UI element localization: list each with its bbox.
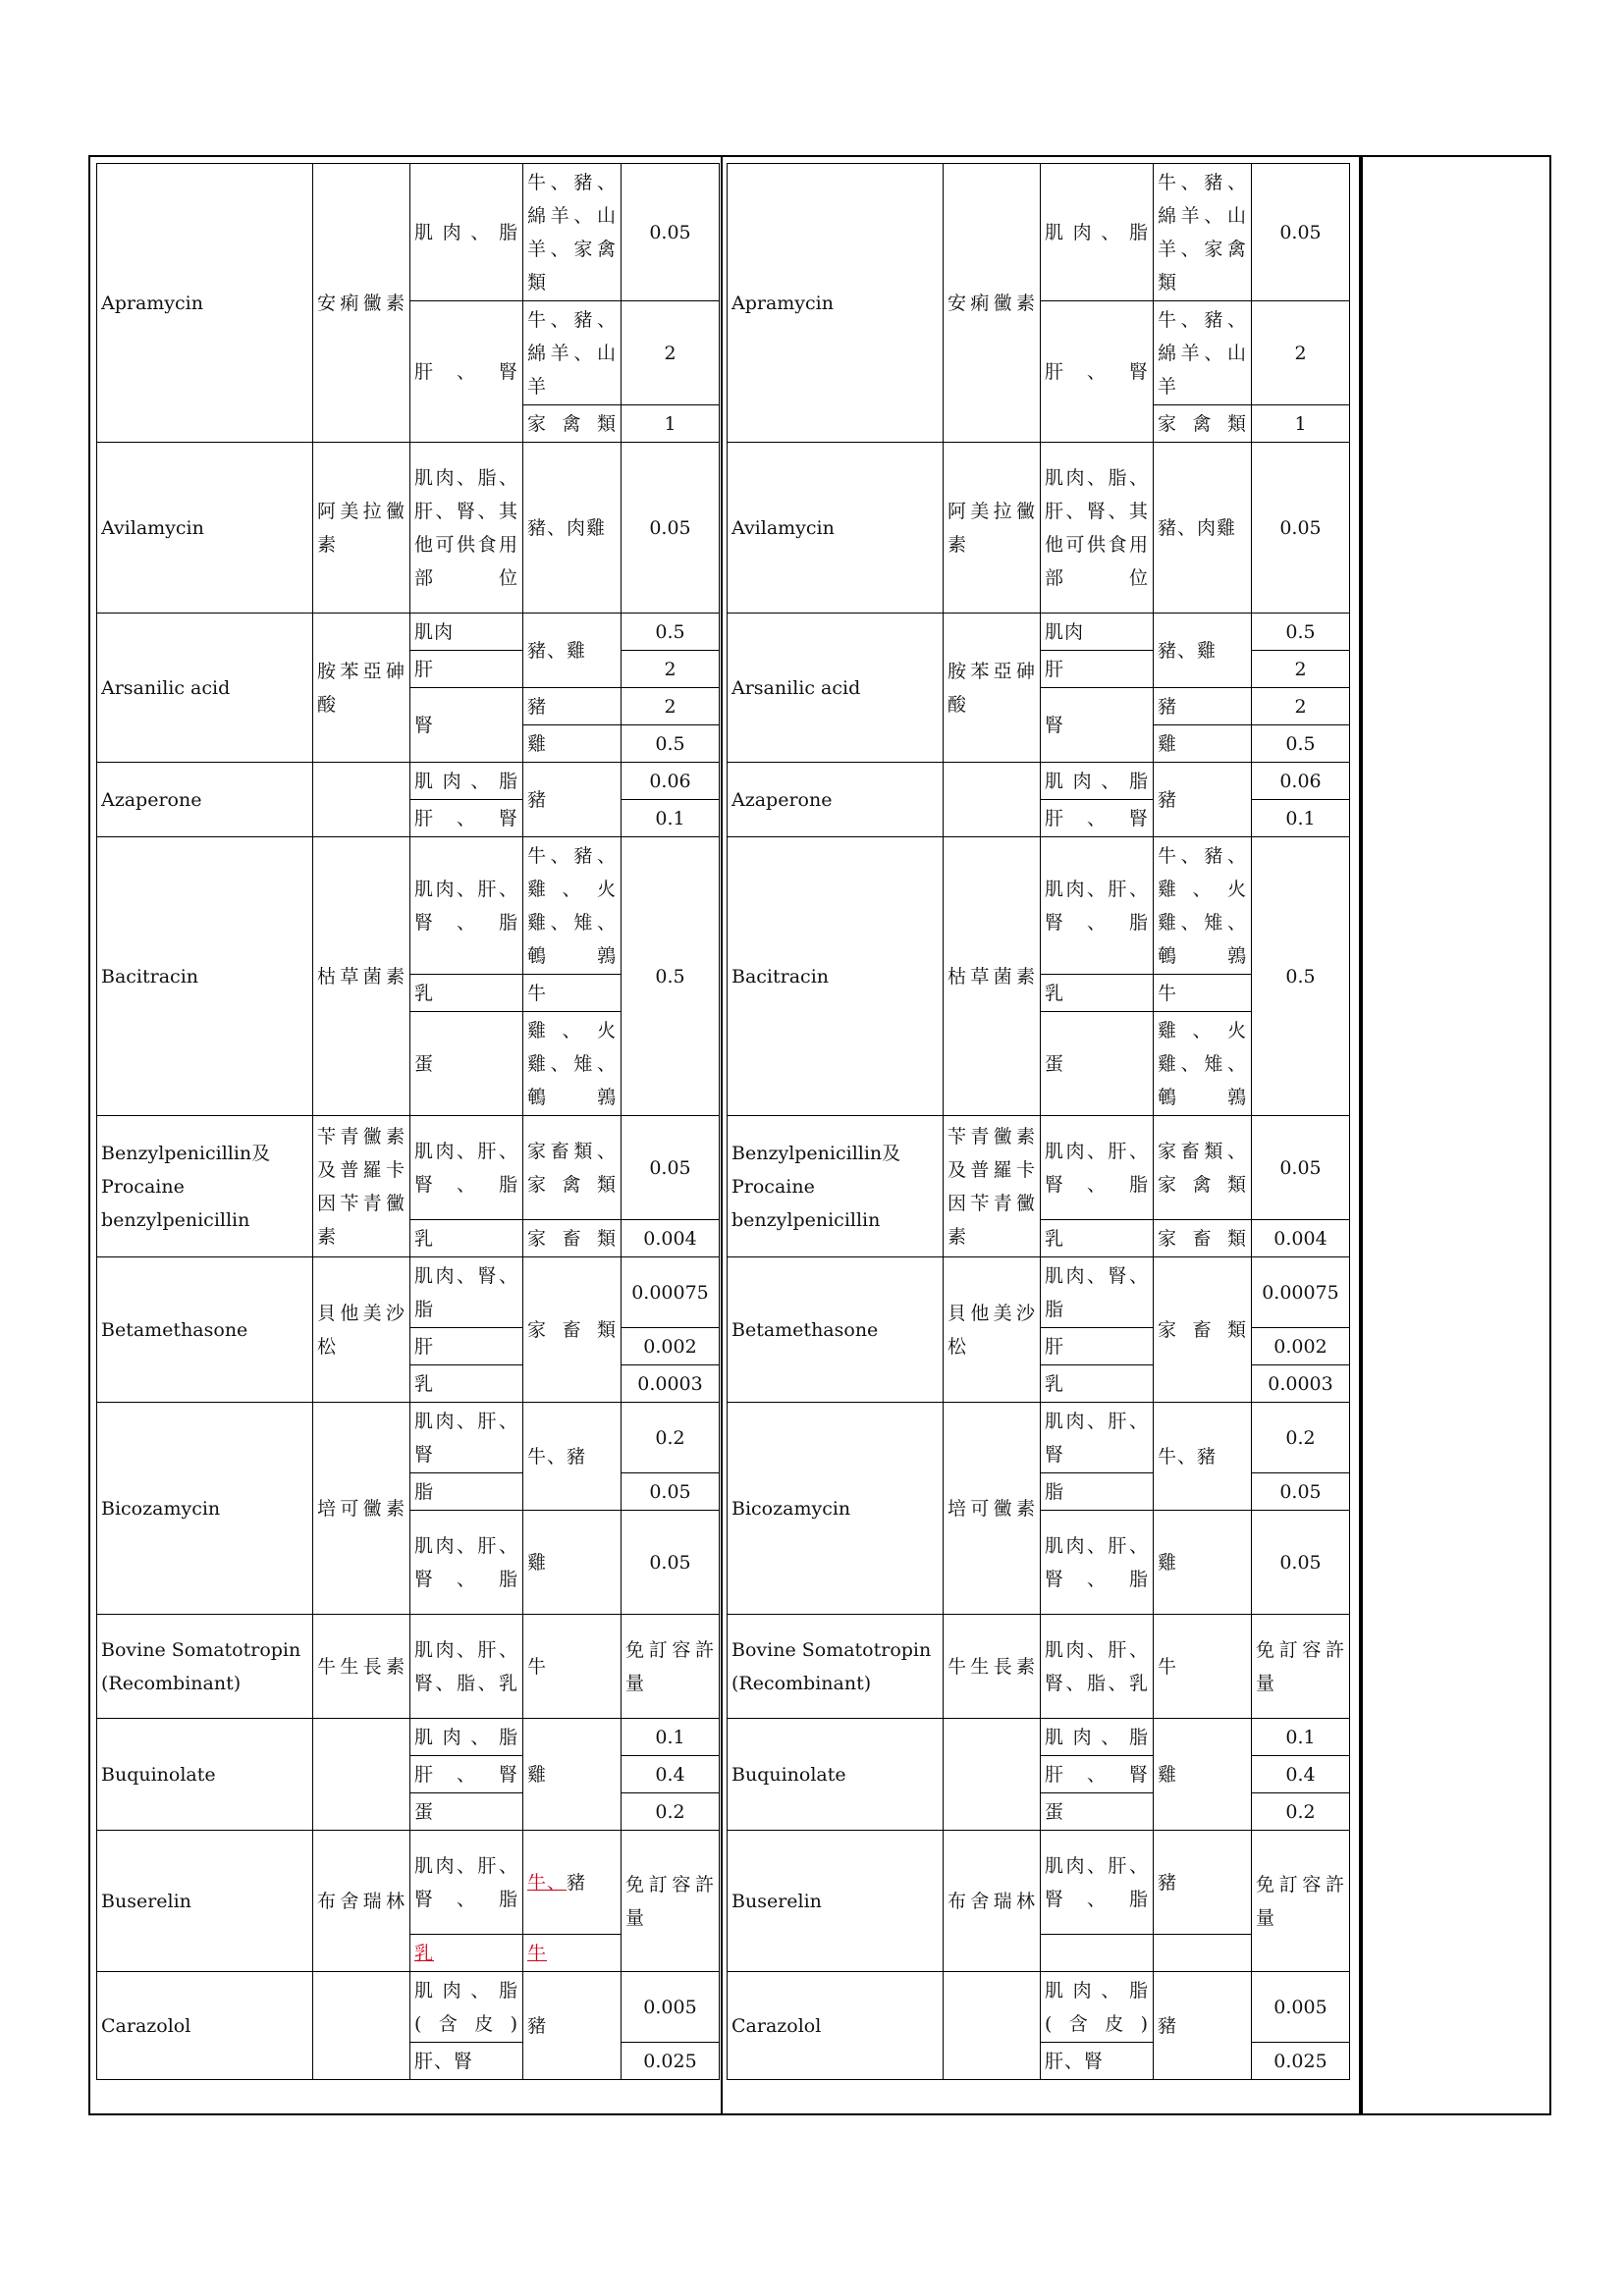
drug-name: Buquinolate bbox=[728, 1719, 944, 1831]
species: 牛、豬、綿羊、山羊、家禽類 bbox=[1154, 164, 1252, 301]
mrl-value: 0.2 bbox=[622, 1403, 720, 1473]
mrl-value: 1 bbox=[622, 405, 720, 443]
drug-name: Arsanilic acid bbox=[728, 614, 944, 763]
drug-name: Bovine Somatotropin (Recombinant) bbox=[97, 1615, 313, 1719]
tissue-part: 肌肉、脂 bbox=[1041, 1719, 1154, 1756]
tissue-part: 乳 bbox=[1041, 975, 1154, 1012]
tissue-part: 乳 bbox=[410, 1220, 523, 1257]
tissue-part: 肌肉、脂 bbox=[410, 763, 523, 800]
tissue-part: 肝、腎 bbox=[1041, 1756, 1154, 1793]
mrl-value: 0.05 bbox=[1252, 164, 1350, 301]
table-row bbox=[97, 1972, 720, 2043]
table-row bbox=[97, 1403, 720, 1473]
mrl-value: 2 bbox=[1252, 301, 1350, 405]
tissue-part: 肝、腎 bbox=[1041, 800, 1154, 837]
mrl-value: 2 bbox=[622, 651, 720, 688]
tissue-part: 肝、腎 bbox=[410, 800, 523, 837]
tissue-part: 肌肉、腎、脂 bbox=[410, 1257, 523, 1328]
drug-name-chinese bbox=[313, 1719, 410, 1831]
species: 牛、豬、綿羊、山羊 bbox=[1154, 301, 1252, 405]
drug-name: Bicozamycin bbox=[97, 1403, 313, 1615]
drug-name-chinese bbox=[944, 763, 1041, 837]
mrl-value: 免訂容許量 bbox=[1252, 1831, 1350, 1972]
species: 豬 bbox=[1154, 688, 1252, 725]
species: 家畜類 bbox=[523, 1257, 622, 1403]
tissue-part: 肌肉、脂、肝、腎、其他可供食用部位 bbox=[1041, 443, 1154, 614]
mrl-value: 0.0003 bbox=[1252, 1365, 1350, 1403]
species: 雞 bbox=[523, 725, 622, 763]
species: 雞 bbox=[1154, 725, 1252, 763]
mrl-value: 0.5 bbox=[622, 725, 720, 763]
drug-name-chinese: 枯草菌素 bbox=[313, 837, 410, 1116]
mrl-value: 0.00075 bbox=[622, 1257, 720, 1328]
species: 牛、豬、雞、火雞、雉、鵪鶉 bbox=[523, 837, 622, 975]
drug-name: Benzylpenicillin及Procaine benzylpenicillin bbox=[97, 1116, 313, 1257]
right-residue-table bbox=[727, 163, 1350, 2080]
tissue-part: 肝、腎 bbox=[410, 1756, 523, 1793]
species bbox=[1154, 1935, 1252, 1972]
mrl-value: 2 bbox=[1252, 688, 1350, 725]
drug-name-chinese: 布舍瑞林 bbox=[313, 1831, 410, 1972]
drug-name-chinese: 苄青黴素及普羅卡因苄青黴素 bbox=[313, 1116, 410, 1257]
tissue-part: 肌肉、脂 bbox=[410, 164, 523, 301]
species: 雞、火雞、雉、鵪鶉 bbox=[523, 1012, 622, 1116]
mrl-value: 2 bbox=[1252, 651, 1350, 688]
mrl-value: 0.2 bbox=[1252, 1403, 1350, 1473]
tissue-part: 肌肉 bbox=[1041, 614, 1154, 651]
mrl-value: 0.1 bbox=[1252, 800, 1350, 837]
mrl-value: 0.05 bbox=[622, 1511, 720, 1615]
species: 家禽類 bbox=[1154, 405, 1252, 443]
mrl-value: 0.05 bbox=[1252, 1473, 1350, 1511]
drug-name: Apramycin bbox=[97, 164, 313, 443]
tissue-part bbox=[1041, 1935, 1154, 1972]
tissue-part: 肝、腎 bbox=[410, 2043, 523, 2080]
species: 牛 bbox=[523, 1615, 622, 1719]
mrl-value: 0.05 bbox=[1252, 443, 1350, 614]
drug-name-chinese: 胺苯亞砷酸 bbox=[944, 614, 1041, 763]
tissue-part: 肌肉、肝、腎、脂 bbox=[410, 1116, 523, 1220]
tissue-part: 肝 bbox=[410, 1328, 523, 1365]
left-residue-table bbox=[96, 163, 720, 2080]
species: 豬 bbox=[1154, 1972, 1252, 2080]
tissue-part: 肌肉、脂 bbox=[1041, 164, 1154, 301]
mrl-value: 免訂容許量 bbox=[622, 1831, 720, 1972]
tissue-part: 肌肉、脂、肝、腎、其他可供食用部位 bbox=[410, 443, 523, 614]
drug-name: Bacitracin bbox=[97, 837, 313, 1116]
tissue-part: 肌肉、肝、腎、脂 bbox=[1041, 1116, 1154, 1220]
drug-name-chinese bbox=[313, 763, 410, 837]
species bbox=[523, 1831, 622, 1935]
drug-name: Azaperone bbox=[728, 763, 944, 837]
mrl-value: 免訂容許量 bbox=[622, 1615, 720, 1719]
drug-name: Avilamycin bbox=[97, 443, 313, 614]
table-row bbox=[97, 1719, 720, 1756]
drug-name-chinese: 貝他美沙松 bbox=[944, 1257, 1041, 1403]
species: 牛 bbox=[1154, 975, 1252, 1012]
table-row bbox=[728, 164, 1350, 301]
mrl-value: 0.005 bbox=[622, 1972, 720, 2043]
species: 牛 bbox=[523, 975, 622, 1012]
tissue-part: 乳 bbox=[410, 975, 523, 1012]
drug-name: Azaperone bbox=[97, 763, 313, 837]
tissue-part: 肝 bbox=[1041, 651, 1154, 688]
tissue-part: 肌肉、肝、腎、脂 bbox=[1041, 837, 1154, 975]
species: 豬、雞 bbox=[523, 614, 622, 688]
mrl-value: 1 bbox=[1252, 405, 1350, 443]
mrl-value: 0.4 bbox=[622, 1756, 720, 1793]
tissue-part: 肌肉 bbox=[410, 614, 523, 651]
species bbox=[523, 1935, 622, 1972]
species: 家畜類 bbox=[1154, 1257, 1252, 1403]
tissue-part: 脂 bbox=[410, 1473, 523, 1511]
mrl-value: 0.05 bbox=[622, 443, 720, 614]
species: 家畜類、家禽類 bbox=[1154, 1116, 1252, 1220]
tissue-part: 肌肉、肝、腎、脂 bbox=[410, 837, 523, 975]
drug-name: Avilamycin bbox=[728, 443, 944, 614]
table-row bbox=[97, 1831, 720, 1935]
table-row bbox=[97, 614, 720, 651]
table-row bbox=[728, 837, 1350, 975]
mrl-value: 0.05 bbox=[1252, 1116, 1350, 1220]
tissue-part: 肌肉、肝、腎 bbox=[410, 1403, 523, 1473]
tissue-part: 蛋 bbox=[410, 1793, 523, 1831]
tissue-part: 肌肉、肝、腎、脂、乳 bbox=[1041, 1615, 1154, 1719]
tissue-part: 乳 bbox=[410, 1365, 523, 1403]
tissue-part: 肌肉、脂(含皮) bbox=[410, 1972, 523, 2043]
tissue-part: 肌肉、肝、腎、脂 bbox=[410, 1511, 523, 1615]
mrl-value: 0.025 bbox=[622, 2043, 720, 2080]
species: 豬 bbox=[523, 688, 622, 725]
species-text: 豬 bbox=[567, 1871, 587, 1894]
table-row bbox=[97, 1257, 720, 1328]
tissue-part: 乳 bbox=[1041, 1365, 1154, 1403]
table-row bbox=[97, 443, 720, 614]
species: 家畜類 bbox=[1154, 1220, 1252, 1257]
species: 雞 bbox=[523, 1511, 622, 1615]
species: 牛、豬、綿羊、山羊 bbox=[523, 301, 622, 405]
species: 豬 bbox=[1154, 763, 1252, 837]
drug-name: Buserelin bbox=[97, 1831, 313, 1972]
tissue-part: 腎 bbox=[1041, 688, 1154, 763]
mrl-value: 0.2 bbox=[622, 1793, 720, 1831]
species: 豬 bbox=[1154, 1831, 1252, 1935]
species: 豬、雞 bbox=[1154, 614, 1252, 688]
tissue-part: 蛋 bbox=[1041, 1793, 1154, 1831]
table-row bbox=[728, 1403, 1350, 1473]
mrl-value: 0.05 bbox=[622, 1116, 720, 1220]
tissue-part: 肝、腎 bbox=[1041, 2043, 1154, 2080]
drug-name: Bicozamycin bbox=[728, 1403, 944, 1615]
table-row bbox=[728, 443, 1350, 614]
tissue-part: 脂 bbox=[1041, 1473, 1154, 1511]
mrl-value: 0.06 bbox=[1252, 763, 1350, 800]
species: 雞、火雞、雉、鵪鶉 bbox=[1154, 1012, 1252, 1116]
tissue-part: 肝 bbox=[410, 651, 523, 688]
tissue-part: 肝 bbox=[1041, 1328, 1154, 1365]
species: 牛、豬、雞、火雞、雉、鵪鶉 bbox=[1154, 837, 1252, 975]
table-row bbox=[728, 1116, 1350, 1220]
mrl-value: 0.002 bbox=[1252, 1328, 1350, 1365]
tissue-part: 腎 bbox=[410, 688, 523, 763]
table-row bbox=[728, 1257, 1350, 1328]
drug-name: Betamethasone bbox=[728, 1257, 944, 1403]
species: 牛、豬 bbox=[1154, 1403, 1252, 1511]
table-row bbox=[97, 837, 720, 975]
drug-name-chinese: 培可黴素 bbox=[313, 1403, 410, 1615]
mrl-value: 免訂容許量 bbox=[1252, 1615, 1350, 1719]
mrl-value: 0.004 bbox=[622, 1220, 720, 1257]
drug-name-chinese: 牛生長素 bbox=[944, 1615, 1041, 1719]
drug-name: Carazolol bbox=[97, 1972, 313, 2080]
notes-column-separator-inner bbox=[1361, 157, 1363, 2113]
tissue-part: 肌肉、腎、脂 bbox=[1041, 1257, 1154, 1328]
mrl-value: 0.025 bbox=[1252, 2043, 1350, 2080]
tissue-part: 肌肉、肝、腎、脂 bbox=[1041, 1831, 1154, 1935]
mrl-value: 0.5 bbox=[1252, 725, 1350, 763]
species: 雞 bbox=[523, 1719, 622, 1831]
mrl-value: 0.05 bbox=[622, 1473, 720, 1511]
drug-name-chinese: 苄青黴素及普羅卡因苄青黴素 bbox=[944, 1116, 1041, 1257]
table-row bbox=[97, 1116, 720, 1220]
tissue-part: 肌肉、肝、腎、脂 bbox=[1041, 1511, 1154, 1615]
mrl-value: 0.0003 bbox=[622, 1365, 720, 1403]
tissue-part: 肌肉、肝、腎 bbox=[1041, 1403, 1154, 1473]
table-row bbox=[97, 763, 720, 800]
drug-name-chinese: 培可黴素 bbox=[944, 1403, 1041, 1615]
species: 家畜類、家禽類 bbox=[523, 1116, 622, 1220]
tissue-part: 肌肉、肝、腎、脂、乳 bbox=[410, 1615, 523, 1719]
species: 家禽類 bbox=[523, 405, 622, 443]
species: 家畜類 bbox=[523, 1220, 622, 1257]
drug-name-chinese: 貝他美沙松 bbox=[313, 1257, 410, 1403]
drug-name-chinese: 安痢黴素 bbox=[313, 164, 410, 443]
species: 豬 bbox=[523, 1972, 622, 2080]
species: 豬、肉雞 bbox=[1154, 443, 1252, 614]
drug-name-chinese: 布舍瑞林 bbox=[944, 1831, 1041, 1972]
mrl-value: 2 bbox=[622, 301, 720, 405]
drug-name-chinese: 枯草菌素 bbox=[944, 837, 1041, 1116]
drug-name-chinese: 胺苯亞砷酸 bbox=[313, 614, 410, 763]
species: 豬 bbox=[523, 763, 622, 837]
table-row bbox=[97, 1615, 720, 1719]
species: 雞 bbox=[1154, 1511, 1252, 1615]
mrl-value: 0.005 bbox=[1252, 1972, 1350, 2043]
drug-name-chinese bbox=[944, 1719, 1041, 1831]
mrl-value: 0.5 bbox=[622, 837, 720, 1116]
revised-part-text: 乳 bbox=[414, 1942, 435, 1964]
drug-name: Arsanilic acid bbox=[97, 614, 313, 763]
drug-name: Benzylpenicillin及Procaine benzylpenicillin bbox=[728, 1116, 944, 1257]
table-row bbox=[728, 614, 1350, 651]
table-row bbox=[728, 763, 1350, 800]
tissue-part: 肝、腎 bbox=[410, 301, 523, 443]
mrl-value: 0.06 bbox=[622, 763, 720, 800]
drug-name: Bacitracin bbox=[728, 837, 944, 1116]
drug-name-chinese: 安痢黴素 bbox=[944, 164, 1041, 443]
mrl-value: 0.1 bbox=[622, 800, 720, 837]
drug-name-chinese bbox=[944, 1972, 1041, 2080]
drug-name: Buserelin bbox=[728, 1831, 944, 1972]
table-row bbox=[97, 164, 720, 301]
mrl-value: 2 bbox=[622, 688, 720, 725]
drug-name-chinese bbox=[313, 1972, 410, 2080]
table-row bbox=[728, 1831, 1350, 1935]
mrl-value: 0.4 bbox=[1252, 1756, 1350, 1793]
mrl-value: 0.5 bbox=[1252, 837, 1350, 1116]
tissue-part: 肌肉、肝、腎、脂 bbox=[410, 1831, 523, 1935]
drug-name-chinese: 阿美拉黴素 bbox=[313, 443, 410, 614]
mrl-value: 0.1 bbox=[1252, 1719, 1350, 1756]
species: 豬、肉雞 bbox=[523, 443, 622, 614]
table-row bbox=[728, 1615, 1350, 1719]
mrl-value: 0.1 bbox=[622, 1719, 720, 1756]
revised-species-text: 牛 bbox=[527, 1942, 548, 1964]
tissue-part bbox=[410, 1935, 523, 1972]
tissue-part: 肌肉、脂(含皮) bbox=[1041, 1972, 1154, 2043]
tissue-part: 蛋 bbox=[1041, 1012, 1154, 1116]
tissue-part: 蛋 bbox=[410, 1012, 523, 1116]
drug-name: Betamethasone bbox=[97, 1257, 313, 1403]
mrl-value: 0.5 bbox=[1252, 614, 1350, 651]
mrl-value: 0.00075 bbox=[1252, 1257, 1350, 1328]
drug-name: Carazolol bbox=[728, 1972, 944, 2080]
tissue-part: 乳 bbox=[1041, 1220, 1154, 1257]
tissue-part: 肝、腎 bbox=[1041, 301, 1154, 443]
drug-name-chinese: 牛生長素 bbox=[313, 1615, 410, 1719]
column-separator bbox=[721, 157, 723, 2113]
tissue-part: 肌肉、脂 bbox=[410, 1719, 523, 1756]
tissue-part: 肌肉、脂 bbox=[1041, 763, 1154, 800]
mrl-value: 0.002 bbox=[622, 1328, 720, 1365]
species: 牛 bbox=[1154, 1615, 1252, 1719]
table-row bbox=[728, 1972, 1350, 2043]
species: 牛、豬 bbox=[523, 1403, 622, 1511]
mrl-value: 0.05 bbox=[622, 164, 720, 301]
table-row bbox=[728, 1719, 1350, 1756]
species: 牛、豬、綿羊、山羊、家禽類 bbox=[523, 164, 622, 301]
mrl-value: 0.2 bbox=[1252, 1793, 1350, 1831]
mrl-value: 0.004 bbox=[1252, 1220, 1350, 1257]
drug-name: Buquinolate bbox=[97, 1719, 313, 1831]
mrl-value: 0.05 bbox=[1252, 1511, 1350, 1615]
mrl-value: 0.5 bbox=[622, 614, 720, 651]
drug-name: Bovine Somatotropin (Recombinant) bbox=[728, 1615, 944, 1719]
revised-species-text: 牛、 bbox=[527, 1871, 568, 1894]
drug-name-chinese: 阿美拉黴素 bbox=[944, 443, 1041, 614]
species: 雞 bbox=[1154, 1719, 1252, 1831]
drug-name: Apramycin bbox=[728, 164, 944, 443]
